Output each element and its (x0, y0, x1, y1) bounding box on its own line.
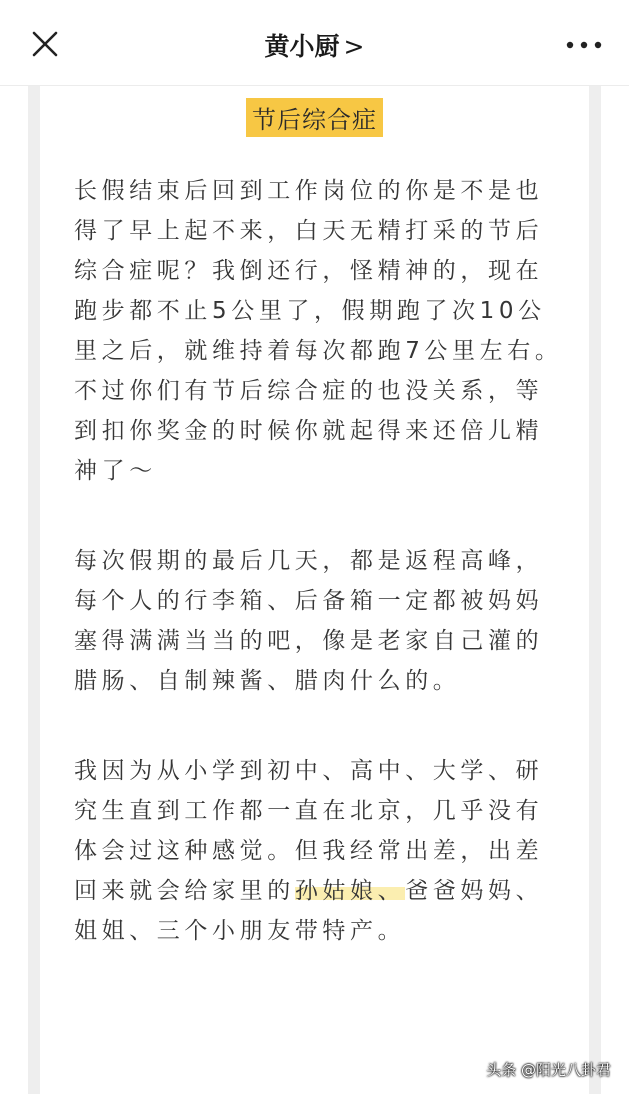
article-paragraphs (74, 171, 564, 1001)
right-margin-bar (589, 86, 601, 1094)
account-title[interactable] (0, 27, 629, 63)
paragraph-3-text-end: 爸爸妈妈、姐姐、三个小朋友带特产。 (74, 878, 544, 944)
account-name: 黄小厨 (264, 32, 340, 61)
chevron-right-icon: > (343, 32, 365, 61)
highlighted-text: 孙姑娘、 (294, 878, 406, 904)
source-watermark: 头条 @阳光八卦君 (486, 1061, 611, 1079)
paragraph-1: 长假结束后回到工作岗位的你是不是也得了早上起不来，白天无精打采的节后综合症呢？我倒还行，怪精神的，现在跑步都不止5公里了，假期跑了次10公里之后，就维持着每次都跑7公里左右。不过你们有节后综合症的也没关系，等到扣你奖金的时候你就起得来还倍儿精神了～ (74, 178, 563, 484)
more-icon[interactable] (565, 36, 603, 54)
article-heading: 节后综合症 (246, 98, 383, 137)
paragraph-2: 每次假期的最后几天，都是返程高峰，每个人的行李箱、后备箱一定都被妈妈塞得满满当当的吧，像是老家自己灌的腊肠、自制辣酱、腊肉什么的。 (74, 548, 544, 694)
heading-wrap (40, 98, 589, 137)
top-nav-bar (0, 0, 629, 86)
paragraph-3 (74, 751, 564, 951)
left-margin-bar (28, 86, 40, 1094)
article-body[interactable] (40, 86, 589, 1094)
paragraph-3-text-start: 我因为从小学到初中、高中、大学、研究生直到工作都一直在北京，几乎没有体会过这种感觉。但我经常出差，出差回来就会给家里的 (74, 758, 544, 904)
